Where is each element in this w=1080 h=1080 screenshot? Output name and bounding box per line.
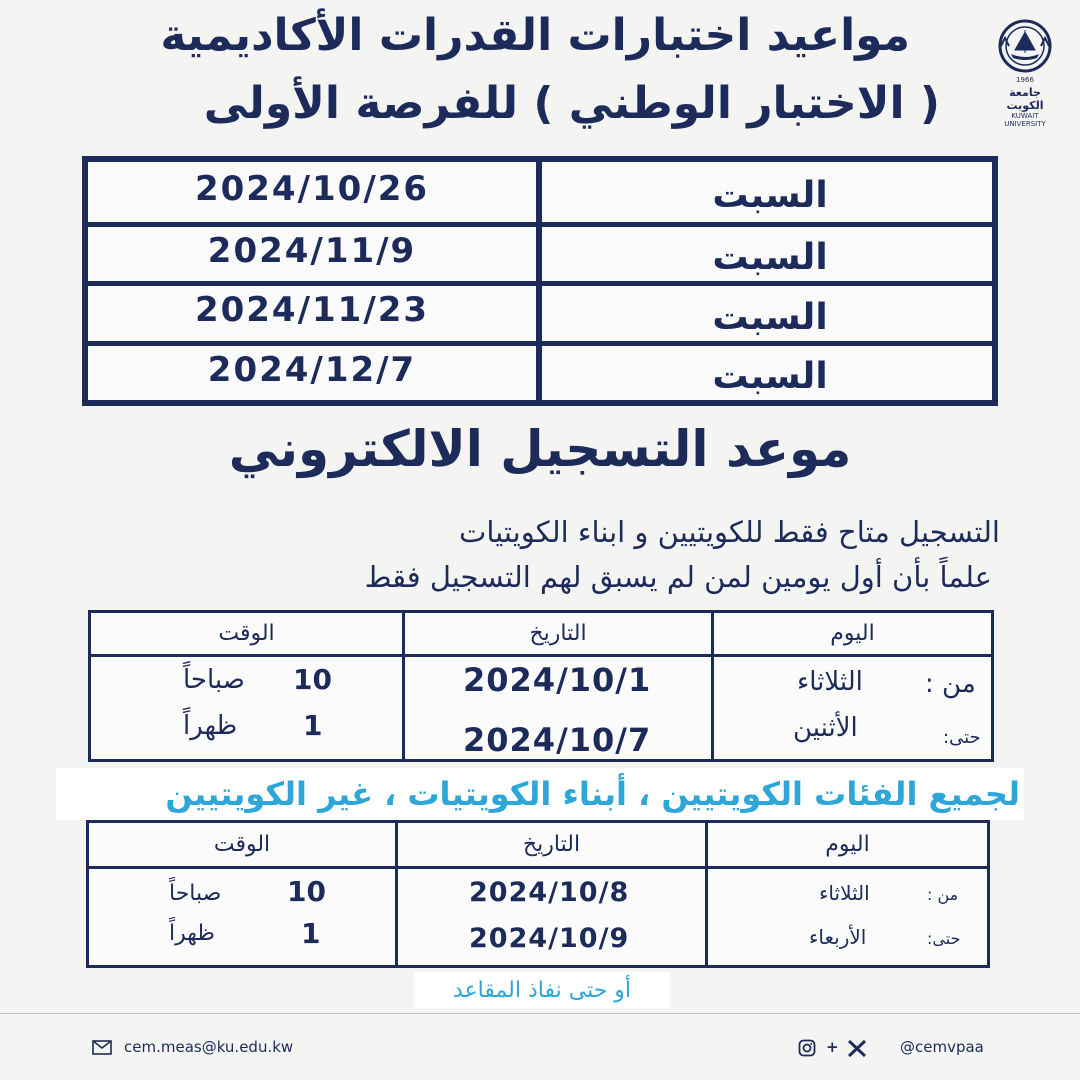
test-date: 2024/11/23: [88, 286, 542, 341]
test-day: السبت: [712, 356, 828, 398]
to-date: 2024/10/7: [463, 721, 652, 759]
table-header: [91, 613, 991, 657]
registration-table-kuwaitis: [88, 610, 994, 762]
to-time-word: ظهراً: [169, 921, 215, 946]
university-name-ar: جامعة الكويت: [1006, 86, 1044, 112]
plus-separator: +: [826, 1038, 839, 1056]
header-time: الوقت: [218, 621, 275, 646]
university-name-en: KUWAIT UNIVERSITY: [1004, 112, 1046, 128]
registration-note-line1: التسجيل متاح فقط للكويتيين و ابناء الكويتيات: [459, 515, 1000, 549]
university-emblem-icon: [997, 16, 1053, 86]
page-title-line1: مواعيد اختبارات القدرات الأكاديمية: [160, 10, 910, 61]
categories-banner: لجميع الفئات الكويتيين ، أبناء الكويتيات ، غير الكويتيين: [56, 768, 1024, 820]
seats-note: أو حتى نفاذ المقاعد: [414, 972, 670, 1008]
to-date: 2024/10/9: [469, 923, 630, 954]
test-day: السبت: [712, 175, 828, 217]
university-logo: [990, 16, 1060, 128]
registration-heading: موعد التسجيل الالكتروني: [228, 420, 852, 478]
to-day: الأربعاء: [809, 925, 867, 949]
header-day: اليوم: [825, 832, 870, 857]
to-time-word: ظهراً: [183, 711, 238, 741]
from-time-word: صباحاً: [169, 881, 222, 906]
from-label: من :: [927, 885, 959, 904]
header-day: اليوم: [830, 621, 875, 646]
registration-note-line2: علماً بأن أول يومين لمن لم يسبق لهم التسجيل فقط: [364, 560, 992, 594]
table-row: [88, 341, 992, 401]
table-row: [88, 222, 992, 282]
test-date: 2024/12/7: [88, 346, 542, 401]
from-time-number: 10: [293, 663, 332, 696]
social-handle[interactable]: @cemvpaa: [900, 1038, 984, 1056]
header-date: التاريخ: [529, 621, 587, 646]
table-header: [89, 823, 987, 869]
svg-text:1966: 1966: [1016, 76, 1034, 84]
test-day: السبت: [712, 237, 828, 279]
footer-divider: [0, 1013, 1080, 1014]
to-time-number: 1: [301, 917, 321, 950]
from-date: 2024/10/8: [469, 877, 630, 908]
instagram-icon[interactable]: [798, 1039, 816, 1061]
from-date: 2024/10/1: [463, 661, 652, 699]
mail-icon: [92, 1040, 112, 1059]
test-day: السبت: [712, 296, 828, 338]
table-row: [88, 281, 992, 341]
header-time: الوقت: [213, 832, 271, 857]
x-icon[interactable]: [848, 1040, 866, 1061]
contact-email[interactable]: cem.meas@ku.edu.kw: [124, 1038, 294, 1056]
registration-table-all: [86, 820, 990, 968]
from-day: الثلاثاء: [819, 881, 870, 905]
table-row: [88, 162, 992, 222]
from-time-word: صباحاً: [183, 665, 245, 695]
from-time-number: 10: [287, 875, 326, 908]
page-title-line2: ( الاختبار الوطني ) للفرصة الأولى: [203, 78, 940, 129]
header-date: التاريخ: [522, 832, 581, 857]
from-day: الثلاثاء: [797, 667, 863, 697]
test-dates-table: [82, 156, 998, 406]
to-day: الأثنين: [793, 713, 858, 743]
from-label: من :: [925, 669, 976, 699]
test-date: 2024/11/9: [88, 227, 542, 282]
test-date: 2024/10/26: [88, 162, 542, 222]
to-label: حتى:: [943, 727, 981, 748]
to-label: حتى:: [927, 929, 961, 948]
to-time-number: 1: [303, 709, 323, 742]
